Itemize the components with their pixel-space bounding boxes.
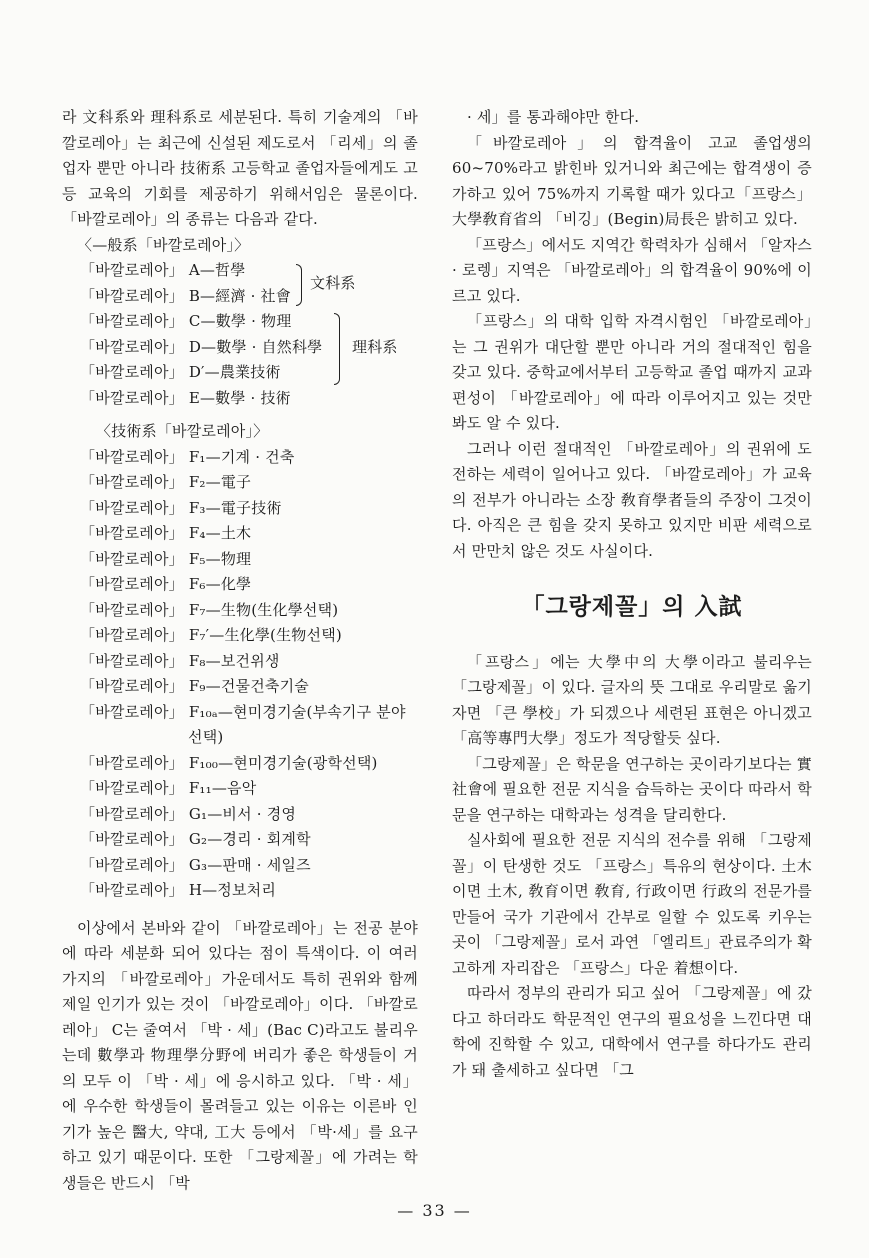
technical-series-heading: 〈技術系「바깔로레아」〉 <box>96 422 269 440</box>
bac-item-continuation: 선택) <box>188 728 224 746</box>
bac-item: 「바깔로레아」 F₂—電子 <box>80 473 252 491</box>
paragraph: · 세」를 통과해야만 한다. <box>467 108 640 126</box>
bac-item: 「바깔로레아」 C—數學 · 物理 <box>80 312 292 330</box>
bac-item: 「바깔로레아」 F₈—보건위생 <box>80 651 280 670</box>
section-title: 「그랑제꼴」의 入試 <box>521 593 743 620</box>
humanities-bracket <box>296 264 302 306</box>
bac-item: 「바깔로레아」 D′—農業技術 <box>80 363 281 381</box>
intro-paragraph: 라 文科系와 理科系로 세분된다. 특히 기술계의 「바깔로레아」는 최근에 신설된 제도로서 「리세」의 졸업자 뿐만 아니라 技術系 고등학교 졸업자들에게도 고등 교육의 기회를 제공하기 위해서임은 물론이다. 「바깔로레아」의 종류는 다음과 같다. <box>62 108 418 228</box>
paragraph: 그러나 이런 절대적인 「바깔로레아」의 권위에 도전하는 세력이 일어나고 있다. 「바깔로레아」가 교육의 전부가 아니라는 소장 敎育學者들의 주장이 그것이다. 아직은 큰 힘을 갖지 못하고 있지만 비판 세력으로서 만만치 않은 것도 사실이다. <box>452 439 812 560</box>
right-column <box>452 105 812 1083</box>
bac-item: 「바깔로레아」 A—哲學 <box>80 261 246 279</box>
paragraph: 「프랑스」에는 大學中의 大學이라고 불리우는 「그랑제꼴」이 있다. 글자의 뜻 그대로 우리말로 옮기자면 「큰 學校」가 되겠으나 세련된 표현은 아니겠고 「高等專門大學」정도가 적당할듯 싶다. <box>452 652 812 747</box>
paragraph: 「그랑제꼴」은 학문을 연구하는 곳이라기보다는 實社會에 필요한 전문 지식을 습득하는 곳이다 따라서 학문을 연구하는 대학과는 성격을 달리한다. <box>452 754 812 824</box>
bac-item: 「바깔로레아」 B—經濟 · 社會 <box>80 286 291 305</box>
bac-item: 「바깔로레아」 G₃—판매 · 세일즈 <box>80 855 311 874</box>
humanities-group <box>62 258 418 309</box>
science-label: 理科系 <box>352 338 398 356</box>
paragraph: 「프랑스」의 대학 입학 자격시험인 「바깔로레아」는 그 권위가 대단할 뿐만 아니라 거의 절대적인 힘을 갖고 있다. 중학교에서부터 고등학교 졸업 때까지 교과 편성이 「바깔로레아」에 따라 이루어지고 있는 것만 봐도 알 수 있다. <box>452 312 812 432</box>
paragraph: 실사회에 필요한 전문 지식의 전수를 위해 「그랑제꼴」이 탄생한 것도 「프랑스」특유의 현상이다. 土木이면 土木, 敎育이면 敎育, 行政이면 行政의 전문가를 만들어 국가 기관에서 간부로 일할 수 있도록 키우는 곳이 「그랑제꼴」로서 과연 「엘리트」관료주의가 확고하게 자리잡은 「프랑스」다운 着想이다. <box>452 831 812 977</box>
left-column <box>62 105 418 1196</box>
bac-item: 「바깔로레아」 F₄—土木 <box>80 524 252 542</box>
bac-item: 「바깔로레아」 F₉—건물건축기술 <box>80 677 309 695</box>
bac-item: 「바깔로레아」 H—정보처리 <box>80 881 277 899</box>
paragraph: 「프랑스」에서도 지역간 학력차가 심해서 「알자스 · 로렝」지역은 「바깔로레아」의 합격율이 90%에 이르고 있다. <box>452 235 812 305</box>
bac-item: 「바깔로레아」 F₁—기계 · 건축 <box>80 447 295 466</box>
bac-item: 「바깔로레아」 F₁₁—음악 <box>80 779 257 797</box>
science-bracket <box>334 313 340 385</box>
technical-list <box>62 445 418 904</box>
paragraph: 「바깔로레아」의 합격율이 고교 졸업생의 60~70%라고 밝힌바 있거니와 최근에는 합격생이 증가하고 있어 75%까지 기록할 때가 있다고「프랑스」大學敎育省의 「비깅」(Begin)局長은 밝히고 있다. <box>452 133 812 228</box>
bac-item: 「바깔로레아」 F₇′—生化學(生物선택) <box>80 626 342 644</box>
bac-item: 「바깔로레아」 F₃—電子技術 <box>80 498 282 517</box>
bac-item: 「바깔로레아」 E—數學 · 技術 <box>80 388 291 407</box>
science-group <box>62 309 418 411</box>
bac-item: 「바깔로레아」 F₅—物理 <box>80 549 252 568</box>
general-series-heading: 〈—般系「바깔로레아」〉 <box>77 235 250 254</box>
bac-item: 「바깔로레아」 D—數學 · 自然科學 <box>80 337 323 356</box>
bac-item: 「바깔로레아」 F₁₀₀—현미경기술(광학선택) <box>80 753 378 772</box>
humanities-label: 文科系 <box>310 274 356 292</box>
bac-item: 「바깔로레아」 F₇—生物(生化學선택) <box>80 600 339 619</box>
closing-paragraph: 이상에서 본바와 같이 「바깔로레아」는 전공 분야에 따라 세분화 되어 있다는 점이 특색이다. 이 여러 가지의 「바깔로레아」가운데서도 특히 권위와 함께 제일 인기가 있는 것이 「바깔로레아」이다. 「바깔로레아」 C는 줄여서 「박 · 세」(Bac C)라고도 불리우는데 數學과 物理學分野에 버리가 좋은 학생들이 거의 모두 이 「박 · 세」에 응시하고 있다. 「박 · 세」에 우수한 학생들이 몰려들고 있는 이유는 이른바 인기가 높은 醫大, 약대, 工大 등에서 「박·세」를 요구하고 있기 때문이다. 또한 「그랑제꼴」에 가려는 학생들은 반드시 「박 <box>62 918 418 1192</box>
bac-item: 「바깔로레아」 G₁—비서 · 경영 <box>80 804 297 823</box>
bac-item: 「바깔로레아」 F₁₀ₐ—현미경기술(부속기구 분야 <box>80 702 406 721</box>
bac-item: 「바깔로레아」 F₆—化學 <box>80 575 252 593</box>
paragraph: 따라서 정부의 관리가 되고 싶어 「그랑제꼴」에 갔다고 하더라도 학문적인 연구의 필요성을 느낀다면 대학에 진학할 수 있고, 대학에서 연구를 하다가도 관리가 돼 출세하고 싶다면 「그 <box>452 984 812 1079</box>
bac-item: 「바깔로레아」 G₂—경리 · 회계학 <box>80 830 311 848</box>
page-number: — 33 — <box>397 1201 472 1220</box>
